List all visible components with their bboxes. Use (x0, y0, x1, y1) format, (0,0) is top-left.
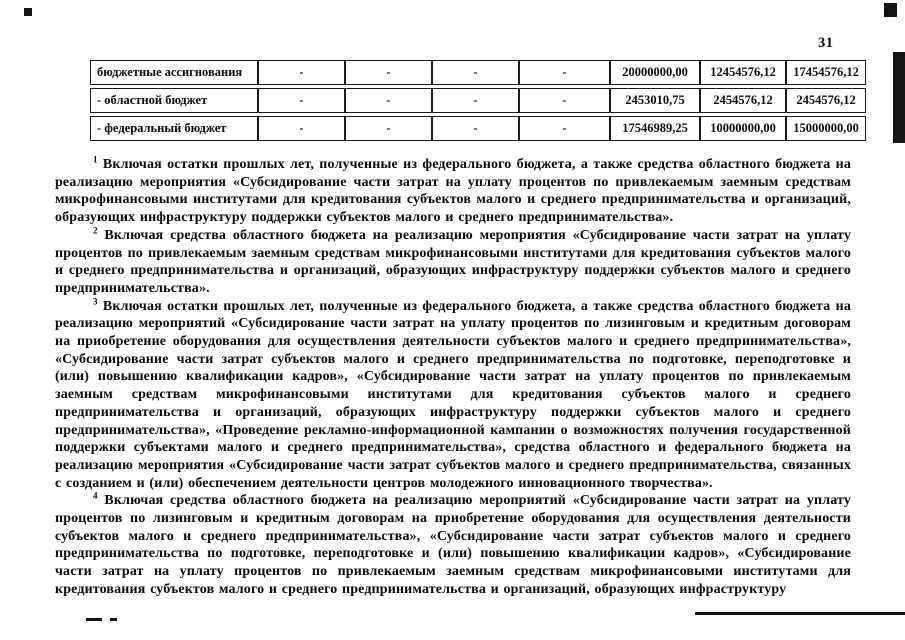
table-cell: 2454576,12 (786, 88, 866, 113)
table-cell: - (345, 116, 432, 141)
scan-artifact-right-bar (893, 52, 905, 143)
table-cell: 20000000,00 (610, 60, 700, 85)
table-cell: 17454576,12 (786, 60, 866, 85)
table-cell: - (432, 88, 519, 113)
table-cell: - (432, 116, 519, 141)
row-label: - областной бюджет (90, 88, 258, 113)
scan-artifact-bottom-line (695, 612, 905, 615)
footnote-number: 4 (93, 490, 98, 501)
footnote-number: 3 (93, 295, 98, 306)
footnote-2 (55, 227, 851, 298)
table-cell: - (432, 60, 519, 85)
table-cell: - (519, 116, 610, 141)
table-cell: - (519, 60, 610, 85)
footnote-1 (55, 156, 851, 227)
footnote-4 (55, 492, 851, 598)
scan-artifact-top-left (24, 8, 32, 16)
table-cell: - (345, 88, 432, 113)
table-cell: 12454576,12 (700, 60, 786, 85)
table-cell: 15000000,00 (786, 116, 866, 141)
scan-artifact-bottom-dash (110, 618, 117, 621)
row-label: - федеральный бюджет (90, 116, 258, 141)
row-label: бюджетные ассигнования (90, 60, 258, 85)
footnote-text: Включая остатки прошлых лет, полученные из федерального бюджета, а также средства областного бюджета на реализацию мероприятия «Субсидирование части затрат на уплату процентов по привлекаемым заемным средствам микрофинансовыми институтами для кредитования субъектов малого и среднего предпринимательства и организаций, образующих инфраструктуру поддержки субъектов малого и среднего предпринимательства». (55, 157, 851, 226)
footnote-text: Включая средства областного бюджета на реализацию мероприятий «Субсидирование части затрат на уплату процентов по лизинговым и кредитным договорам на приобретение оборудования для осуществления деятельности субъектов малого и среднего предпринимательства», «Субсидирование части затрат субъектов малого и среднего предпринимательства по подготовке, переподготовке и (или) повышению квалификации кадров», «Субсидирование части затрат на уплату процентов по привлекаемым заемным средствам микрофинансовыми институтами для кредитования субъектов малого и среднего предпринимательства и организаций, образующих инфраструктуру (55, 493, 851, 597)
budget-table (90, 57, 866, 144)
footnote-3 (55, 295, 851, 493)
table-row (90, 60, 866, 85)
footnotes-block (55, 156, 851, 599)
table-cell: - (519, 88, 610, 113)
scan-artifact-bottom-dash (86, 618, 102, 621)
table-cell: 17546989,25 (610, 116, 700, 141)
table-cell: - (345, 60, 432, 85)
table-cell: 2453010,75 (610, 88, 700, 113)
table-cell: - (258, 88, 345, 113)
footnote-text: Включая средства областного бюджета на реализацию мероприятия «Субсидирование части затрат на уплату процентов по привлекаемым заемным средствам микрофинансовыми институтами для кредитования субъектов малого и среднего предпринимательства и организаций, образующих инфраструктуру поддержки субъектов малого и среднего предпринимательства». (55, 227, 852, 296)
table-cell: - (258, 116, 345, 141)
table-row (90, 116, 866, 141)
page-number: 31 (818, 35, 834, 51)
scan-artifact-top-right (884, 3, 897, 17)
table-cell: 10000000,00 (700, 116, 786, 141)
footnote-text: Включая остатки прошлых лет, полученные из федерального бюджета, а также средства областного бюджета на реализацию мероприятий «Субсидирование части затрат на уплату процентов по лизинговым и кредитным договорам на приобретение оборудования для осуществления деятельности субъектов малого и среднего предпринимательства», «Субсидирование части затрат субъектов малого и среднего предпринимательства по подготовке, переподготовке и (или) повышению квалификации кадров», «Субсидирование части затрат на уплату процентов по привлекаемым заемным средствам микрофинансовыми институтами для кредитования субъектов малого и среднего предпринимательства и организаций, образующих инфраструктуру поддержки субъектов малого и среднего предпринимательства», «Проведение рекламно-информационной кампании о возможностях получения государственной поддержки субъектами малого и среднего предпринимательства», средства областного и федерального бюджета на реализацию мероприятия «Субсидирование части затрат субъектов малого и среднего предпринимательства, связанных с созданием и (или) обеспечением деятельности центров молодежного инновационного творчества». (55, 298, 851, 491)
footnote-number: 2 (93, 225, 98, 236)
table-cell: 2454576,12 (700, 88, 786, 113)
table-cell: - (258, 60, 345, 85)
footnote-number: 1 (93, 154, 98, 165)
table-row (90, 88, 866, 113)
